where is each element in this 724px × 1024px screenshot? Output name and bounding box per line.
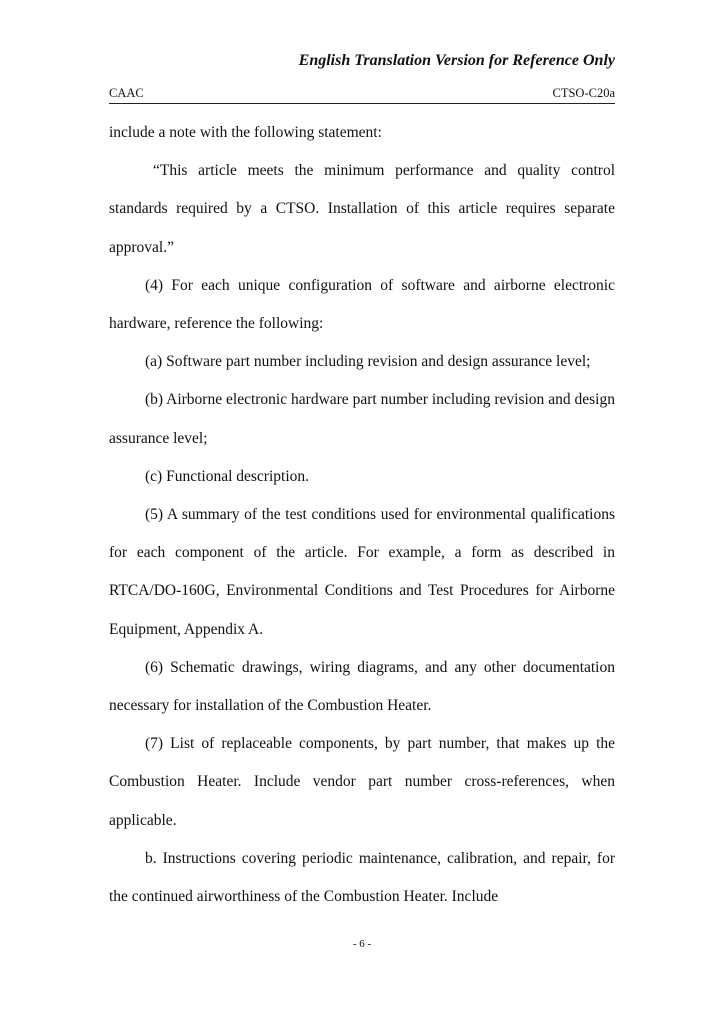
paragraph: (5) A summary of the test conditions used for environmental qualifications for each component of the article. For example, a form as described in RTCA/DO-160G, Environmental Conditions and Test Procedures for Airborne Equipment, Appendix A.: [109, 506, 615, 638]
paragraph: (b) Airborne electronic hardware part number including revision and design assurance level;: [109, 391, 615, 447]
header-document-id: CTSO-C20a: [552, 86, 615, 100]
paragraph: (6) Schematic drawings, wiring diagrams, and any other documentation necessary for installation of the Combustion Heater.: [109, 658, 615, 715]
translation-banner: English Translation Version for Reference Only: [298, 52, 615, 69]
paragraph: (4) For each unique configuration of software and airborne electronic hardware, reference the following:: [109, 276, 615, 333]
paragraph-quote: “This article meets the minimum performance and quality control standards required by a CTSO. Installation of this article requires separate approval.”: [109, 162, 615, 256]
paragraph: (c) Functional description.: [145, 467, 309, 485]
document-body: [109, 114, 615, 916]
paragraph: (7) List of replaceable components, by part number, that makes up the Combustion Heater. Include vendor part number cross-references, when applicable.: [109, 735, 615, 829]
page-header: [109, 86, 615, 104]
page-number: - 6 -: [352, 938, 372, 950]
header-agency: CAAC: [109, 86, 144, 100]
paragraph: b. Instructions covering periodic maintenance, calibration, and repair, for the continued airworthiness of the Combustion Heater. Include: [109, 849, 615, 906]
paragraph: (a) Software part number including revision and design assurance level;: [145, 353, 591, 371]
paragraph: include a note with the following statement:: [109, 124, 382, 141]
